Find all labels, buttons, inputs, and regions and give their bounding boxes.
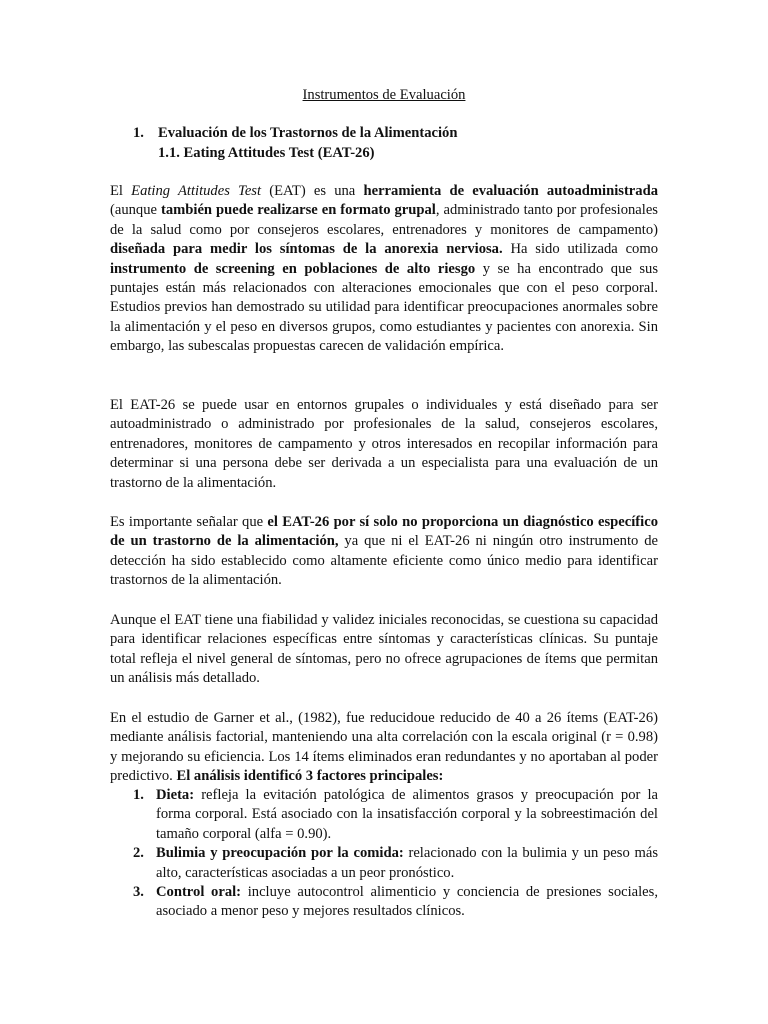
text-run: El	[110, 183, 132, 199]
text-run: ya que ni el EAT-26 ni ningún otro instrumento de detección ha sido establecido como altamente eficiente como único medio para identificar trastornos de la alimentación.	[110, 533, 658, 589]
bold-run: instrumento de screening en poblaciones de alto riesgo	[110, 260, 476, 277]
list-item	[110, 883, 658, 922]
paragraph-reliability: Aunque el EAT tiene una fiabilidad y validez iniciales reconocidas, se cuestiona su capacidad para identificar relaciones específicas entre síntomas y características clínicas. Su puntaje total refleja el nivel general de síntomas, pero no ofrece agrupaciones de ítems que permitan un análisis más detallado.	[110, 612, 658, 687]
section-heading-1	[133, 124, 457, 143]
bold-run: herramienta de evaluación autoadministrada	[363, 183, 658, 199]
italic-run: Eating Attitudes Test	[131, 183, 262, 199]
paragraph-eat-intro	[110, 182, 658, 357]
document-title: Instrumentos de Evaluación	[302, 87, 466, 103]
text-run: , administrado tanto por profesionales de la salud como por consejeros escolares, entrenadores y monitores de campamento)	[110, 202, 658, 238]
factor-description: relacionado con la bulimia y un peso más alto, características asociadas a un peor pronóstico.	[156, 845, 659, 881]
text-run: (aunque	[110, 202, 161, 219]
list-number: 1.	[133, 787, 144, 803]
bold-run: El análisis identificó 3 factores principales:	[176, 768, 444, 785]
section-number: 1.	[133, 125, 144, 141]
factors-list	[110, 786, 658, 922]
list-item	[110, 844, 658, 883]
paragraph-eat26-usage: El EAT-26 se puede usar en entornos grupales o individuales y está diseñado para ser autoadministrado o administrado por profesionales de la salud, consejeros escolares, entrenadores, monitores de campamento y otros interesados en recopilar información para determinar si una persona debe ser derivada a un especialista para una evaluación de un trastorno de la alimentación.	[110, 397, 658, 491]
list-item	[110, 786, 658, 844]
factor-description: refleja la evitación patológica de alimentos grasos y preocupación por la forma corporal. Está asociado con la insatisfacción corporal y la sobreestimación del tamaño corporal (alfa = 0.90).	[156, 787, 658, 842]
factor-label: Bulimia y preocupación por la comida:	[156, 845, 404, 862]
paragraph-eat26-limitation	[110, 513, 658, 591]
paragraph-garner-study	[110, 709, 658, 787]
section-title: Evaluación de los Trastornos de la Alimentación	[158, 125, 458, 141]
list-number: 3.	[133, 884, 144, 901]
factor-label: Control oral:	[156, 884, 242, 901]
list-number: 2.	[133, 845, 144, 862]
bold-run: también puede realizarse en formato grupal	[160, 202, 436, 219]
text-run: Ha sido utilizada como	[502, 241, 658, 258]
factor-label: Dieta:	[156, 787, 195, 803]
text-run: En el estudio de Garner et al., (1982), fue reducidoue reducido de 40 a 26 ítems (EAT-26) mediante análisis factorial, manteniendo una alta correlación con la escala original (r = 0.98) y mejorando su eficiencia. Los 14 ítems eliminados eran redundantes y no aportaban al poder predictivo.	[110, 710, 658, 785]
bold-run: diseñada para medir los síntomas de la anorexia nerviosa.	[110, 241, 503, 258]
bold-run: el EAT-26 por sí solo no proporciona un diagnóstico específico de un trastorno de la alimentación,	[110, 514, 658, 550]
subsection-heading-1-1: 1.1. Eating Attitudes Test (EAT-26)	[158, 145, 375, 161]
factor-description: incluye autocontrol alimenticio y conciencia de presiones sociales, asociado a menor peso y mejores resultados clínicos.	[156, 884, 658, 920]
text-run: (EAT) es una	[261, 183, 364, 199]
text-run: Es importante señalar que	[110, 514, 268, 530]
text-run: y se ha encontrado que sus puntajes están más relacionados con alteraciones emocionales que con el peso corporal. Estudios previos han demostrado su utilidad para identificar preocupaciones anormales sobre la alimentación y el peso en diversos grupos, como estudiantes y pacientes con anorexia. Sin embargo, las subescalas propuestas carecen de validación empírica.	[110, 260, 658, 355]
